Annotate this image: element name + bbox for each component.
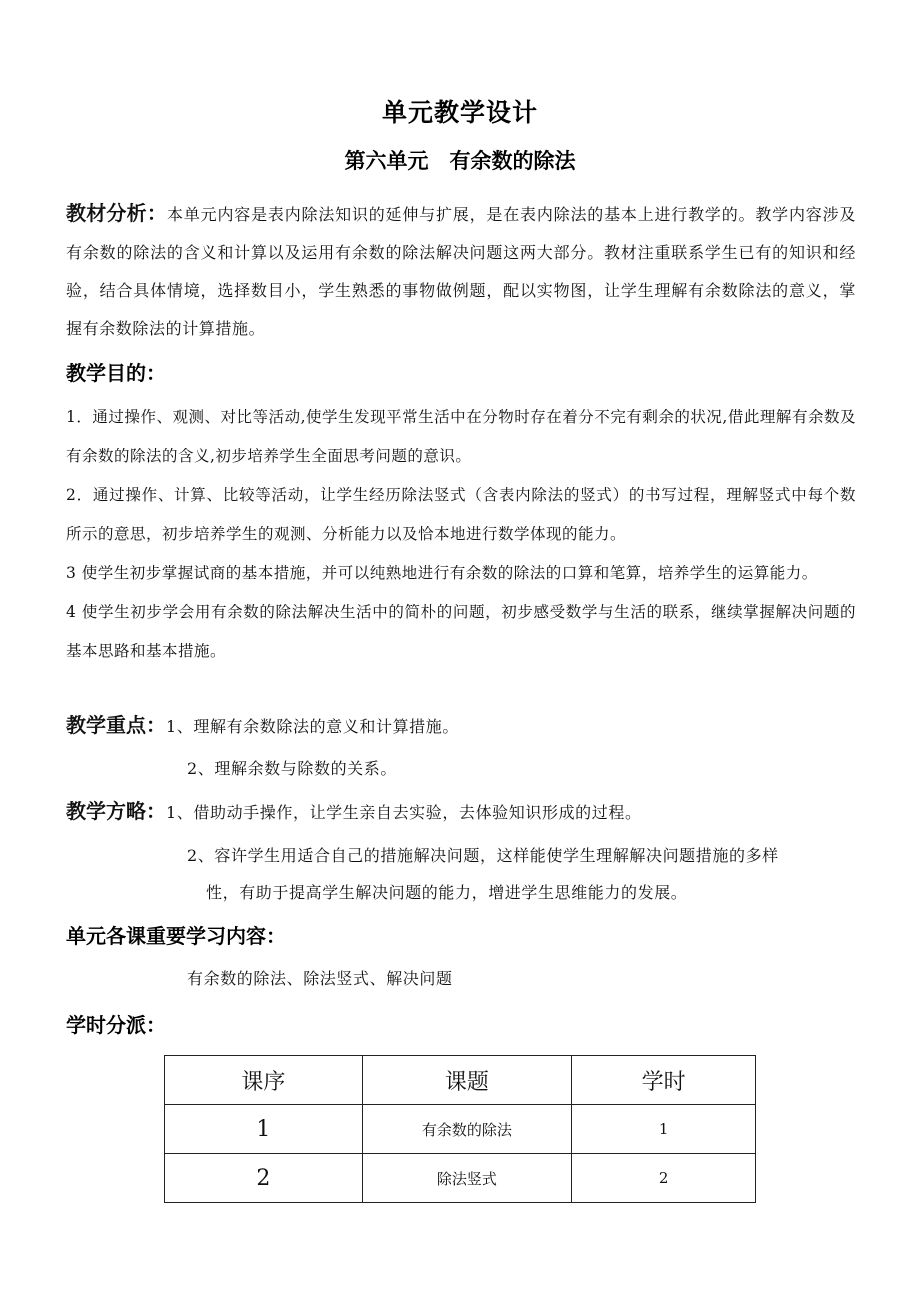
cell-topic: 除法竖式	[362, 1154, 572, 1203]
table-row	[165, 1154, 756, 1203]
objective-item-3: 3 使学生初步掌握试商的基本措施，并可以纯熟地进行有余数的除法的口算和笔算，培养学生的运算能力。	[66, 564, 818, 582]
column-header-hours: 学时	[572, 1056, 756, 1105]
analysis-heading: 教材分析：	[66, 201, 168, 225]
schedule-table	[164, 1055, 756, 1203]
schedule-heading: 学时分派：	[66, 1013, 166, 1037]
strategy-item-2: 2、容许学生用适合自己的措施解决问题，这样能使学生理解解决问题措施的多样	[187, 846, 779, 865]
table-row	[165, 1105, 756, 1154]
key-points-line-1	[66, 714, 459, 738]
lesson-content-text: 有余数的除法、除法竖式、解决问题	[187, 969, 453, 988]
column-header-order: 课序	[165, 1056, 363, 1105]
strategy-item-2-cont: 性，有助于提高学生解决问题的能力，增进学生思维能力的发展。	[206, 883, 688, 902]
cell-hours: 1	[572, 1105, 756, 1154]
document-subtitle: 第六单元 有余数的除法	[344, 149, 576, 173]
cell-hours: 2	[572, 1154, 756, 1203]
cell-topic: 有余数的除法	[362, 1105, 572, 1154]
key-point-item-1: 1、理解有余数除法的意义和计算措施。	[166, 717, 459, 736]
analysis-text: 本单元内容是表内除法知识的延伸与扩展，是在表内除法的基本上进行教学的。教学内容涉及有余数的除法的含义和计算以及运用有余数的除法解决问题这两大部分。教材注重联系学生已有的知识和经验，结合具体情境，选择数目小，学生熟悉的事物做例题，配以实物图，让学生理解有余数除法的意义，掌握有余数除法的计算措施。	[66, 205, 856, 338]
column-header-topic: 课题	[362, 1056, 572, 1105]
key-point-item-2: 2、理解余数与除数的关系。	[187, 759, 397, 778]
strategy-heading: 教学方略：	[66, 799, 166, 823]
strategy-line-1	[66, 800, 642, 824]
objective-item-4: 4 使学生初步学会用有余数的除法解决生活中的简朴的问题，初步感受数学与生活的联系，继续掌握解决问题的基本思路和基本措施。	[66, 603, 856, 660]
cell-order: 1	[165, 1105, 363, 1154]
objective-item-1: 1．通过操作、观测、对比等活动,使学生发现平常生活中在分物时存在着分不完有剩余的状况,借此理解有余数及有余数的除法的含义,初步培养学生全面思考问题的意识。	[66, 408, 856, 465]
strategy-item-1: 1、借助动手操作，让学生亲自去实验，去体验知识形成的过程。	[166, 803, 642, 822]
objectives-list	[66, 398, 856, 671]
lesson-content-heading: 单元各课重要学习内容：	[66, 924, 286, 948]
cell-order: 2	[165, 1154, 363, 1203]
key-points-heading: 教学重点：	[66, 713, 166, 737]
document-title: 单元教学设计	[381, 98, 538, 127]
objective-item-2: 2．通过操作、计算、比较等活动，让学生经历除法竖式（含表内除法的竖式）的书写过程，理解竖式中每个数所示的意思，初步培养学生的观测、分析能力以及恰本地进行数学体现的能力。	[66, 486, 856, 543]
table-header-row	[165, 1056, 756, 1105]
analysis-section	[66, 194, 856, 348]
objectives-heading: 教学目的：	[66, 361, 166, 385]
